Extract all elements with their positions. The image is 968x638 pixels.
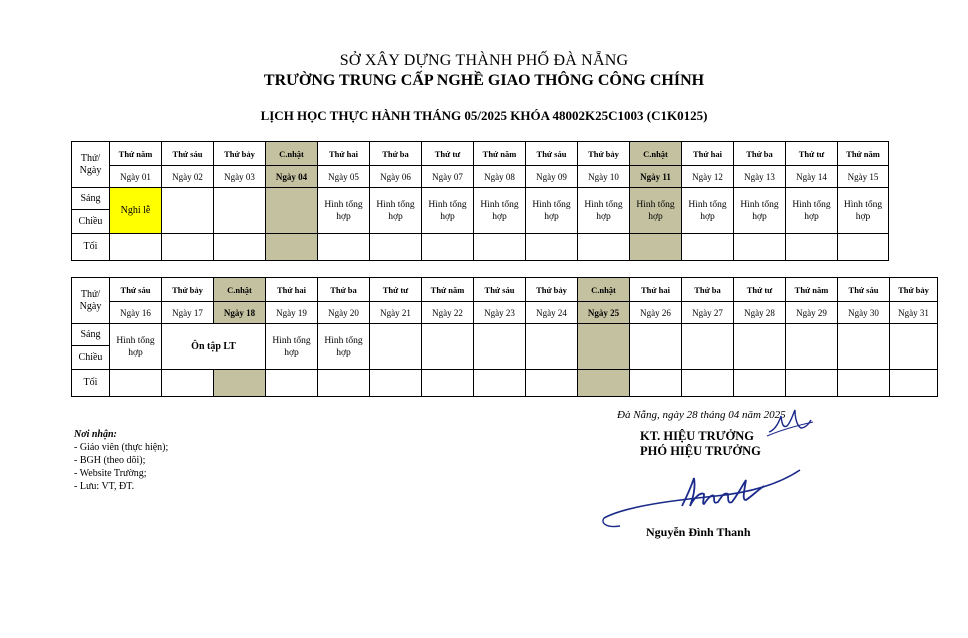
morning-row [72,188,889,210]
dow-row [72,278,938,302]
initials-mark [765,406,815,440]
date-row [72,302,938,324]
dow-cell: C.nhật [578,278,630,302]
school-name: TRƯỜNG TRUNG CẤP NGHỀ GIAO THÔNG CÔNG CHÍNH [263,72,705,89]
evening-cell [214,370,266,397]
evening-cell [110,370,162,397]
evening-cell [838,370,890,397]
evening-cell [890,370,938,397]
evening-cell [578,370,630,397]
evening-cell [578,234,630,261]
session-cell: Hình tổng hợp [370,188,422,234]
department-name: SỞ XÂY DỰNG THÀNH PHỐ ĐÀ NẴNG [339,52,629,69]
evening-cell [110,234,162,261]
date-cell: Ngày 21 [370,302,422,324]
dow-cell: C.nhật [214,278,266,302]
date-cell: Ngày 01 [110,166,162,188]
session-cell [266,188,318,234]
recipient-item: - Lưu: VT, ĐT. [74,481,135,492]
dow-cell: Thứ năm [786,278,838,302]
evening-cell [162,370,214,397]
session-cell [578,324,630,370]
dow-cell: Thứ tư [786,142,838,166]
dow-cell: Thứ tư [734,278,786,302]
schedule-table-2 [71,277,938,397]
dow-cell: Thứ hai [682,142,734,166]
dow-cell: Thứ năm [838,142,889,166]
schedule-table-1 [71,141,889,261]
dow-cell: Thứ ba [370,142,422,166]
dow-cell: Thứ tư [370,278,422,302]
schedule-title: LỊCH HỌC THỰC HÀNH THÁNG 05/2025 KHÓA 48002K25C1003 (C1K0125) [260,108,708,123]
dow-cell: Thứ năm [110,142,162,166]
evening-cell [266,370,318,397]
evening-cell [734,370,786,397]
dow-cell: Thứ ba [682,278,734,302]
date-cell: Ngày 15 [838,166,889,188]
session-cell: Hình tổng hợp [422,188,474,234]
evening-label: Tối [72,234,110,261]
date-cell: Ngày 10 [578,166,630,188]
session-cell [422,324,474,370]
dow-day-header: Thứ/ Ngày [72,278,110,324]
evening-cell [318,370,370,397]
dow-cell: Thứ ba [734,142,786,166]
session-cell [370,324,422,370]
date-cell: Ngày 12 [682,166,734,188]
afternoon-label: Chiều [72,210,110,234]
date-cell: Ngày 06 [370,166,422,188]
dow-cell: Thứ hai [266,278,318,302]
session-cell: Hình tổng hợp [682,188,734,234]
dow-cell: Thứ sáu [162,142,214,166]
date-cell: Ngày 08 [474,166,526,188]
date-cell: Ngày 17 [162,302,214,324]
dow-day-header: Thứ/ Ngày [72,142,110,188]
dow-cell: Thứ bảy [890,278,938,302]
dow-cell: Thứ bảy [578,142,630,166]
evening-row [72,234,889,261]
session-cell [734,324,786,370]
date-cell: Ngày 24 [526,302,578,324]
evening-cell [682,234,734,261]
session-cell [526,324,578,370]
dow-cell: Thứ năm [474,142,526,166]
evening-cell [422,370,474,397]
session-cell: Hình tổng hợp [526,188,578,234]
dow-cell: C.nhật [630,142,682,166]
dow-cell: Thứ sáu [110,278,162,302]
evening-cell [838,234,889,261]
review-cell: Ôn tập LT [162,324,266,370]
date-cell: Ngày 31 [890,302,938,324]
dow-cell: Thứ ba [318,278,370,302]
date-cell: Ngày 04 [266,166,318,188]
evening-row [72,370,938,397]
date-cell: Ngày 27 [682,302,734,324]
date-cell: Ngày 29 [786,302,838,324]
dow-row [72,142,889,166]
session-cell [890,324,938,370]
session-cell: Hình tổng hợp [578,188,630,234]
session-cell [162,188,214,234]
session-cell: Hình tổng hợp [630,188,682,234]
session-cell: Hình tổng hợp [266,324,318,370]
session-cell: Hình tổng hợp [786,188,838,234]
dow-cell: Thứ bảy [526,278,578,302]
evening-cell [734,234,786,261]
date-cell: Ngày 02 [162,166,214,188]
session-cell: Hình tổng hợp [474,188,526,234]
recipient-item: - Giáo viên (thực hiện); [74,442,169,453]
dow-cell: Thứ năm [422,278,474,302]
date-cell: Ngày 28 [734,302,786,324]
dow-cell: Thứ sáu [474,278,526,302]
holiday-cell: Nghỉ lễ [110,188,162,234]
session-cell: Hình tổng hợp [838,188,889,234]
date-cell: Ngày 14 [786,166,838,188]
evening-cell [422,234,474,261]
afternoon-label: Chiều [72,346,110,370]
session-cell [214,188,266,234]
evening-label: Tối [72,370,110,397]
date-cell: Ngày 22 [422,302,474,324]
date-cell: Ngày 07 [422,166,474,188]
evening-cell [526,370,578,397]
evening-cell [318,234,370,261]
evening-cell [630,234,682,261]
signer-name: Nguyễn Đình Thanh [646,525,751,539]
session-cell [474,324,526,370]
session-cell: Hình tổng hợp [110,324,162,370]
recipient-item: - Website Trường; [74,468,147,479]
evening-cell [786,234,838,261]
session-cell: Hình tổng hợp [318,188,370,234]
dow-cell: Thứ hai [630,278,682,302]
evening-cell [474,370,526,397]
vice-principal: PHÓ HIỆU TRƯỞNG [640,444,761,458]
signer-title [640,429,761,459]
evening-cell [162,234,214,261]
date-cell: Ngày 05 [318,166,370,188]
dow-cell: Thứ sáu [526,142,578,166]
session-cell: Hình tổng hợp [318,324,370,370]
place-date: Đà Nẵng, ngày 28 tháng 04 năm 2025 [617,409,786,421]
dow-cell: Thứ hai [318,142,370,166]
session-cell [838,324,890,370]
session-cell [786,324,838,370]
morning-label: Sáng [72,324,110,346]
evening-cell [786,370,838,397]
date-cell: Ngày 26 [630,302,682,324]
dow-cell: Thứ sáu [838,278,890,302]
date-cell: Ngày 25 [578,302,630,324]
date-cell: Ngày 30 [838,302,890,324]
dow-cell: Thứ tư [422,142,474,166]
session-cell [630,324,682,370]
recipient-item: - BGH (theo dõi); [74,455,146,466]
dow-cell: Thứ bảy [214,142,266,166]
date-cell: Ngày 20 [318,302,370,324]
date-cell: Ngày 23 [474,302,526,324]
date-cell: Ngày 13 [734,166,786,188]
evening-cell [682,370,734,397]
kt-principal: KT. HIỆU TRƯỞNG [640,429,755,443]
evening-cell [630,370,682,397]
date-cell: Ngày 19 [266,302,318,324]
date-cell: Ngày 03 [214,166,266,188]
date-cell: Ngày 09 [526,166,578,188]
evening-cell [214,234,266,261]
session-cell [682,324,734,370]
recipients-block [74,428,168,493]
recipients-title: Nơi nhận: [74,429,117,440]
morning-row [72,324,938,346]
dow-cell: Thứ bảy [162,278,214,302]
date-cell: Ngày 16 [110,302,162,324]
date-cell: Ngày 11 [630,166,682,188]
evening-cell [266,234,318,261]
evening-cell [370,370,422,397]
evening-cell [370,234,422,261]
dow-cell: C.nhật [266,142,318,166]
date-cell: Ngày 18 [214,302,266,324]
date-row [72,166,889,188]
session-cell: Hình tổng hợp [734,188,786,234]
morning-label: Sáng [72,188,110,210]
evening-cell [474,234,526,261]
evening-cell [526,234,578,261]
